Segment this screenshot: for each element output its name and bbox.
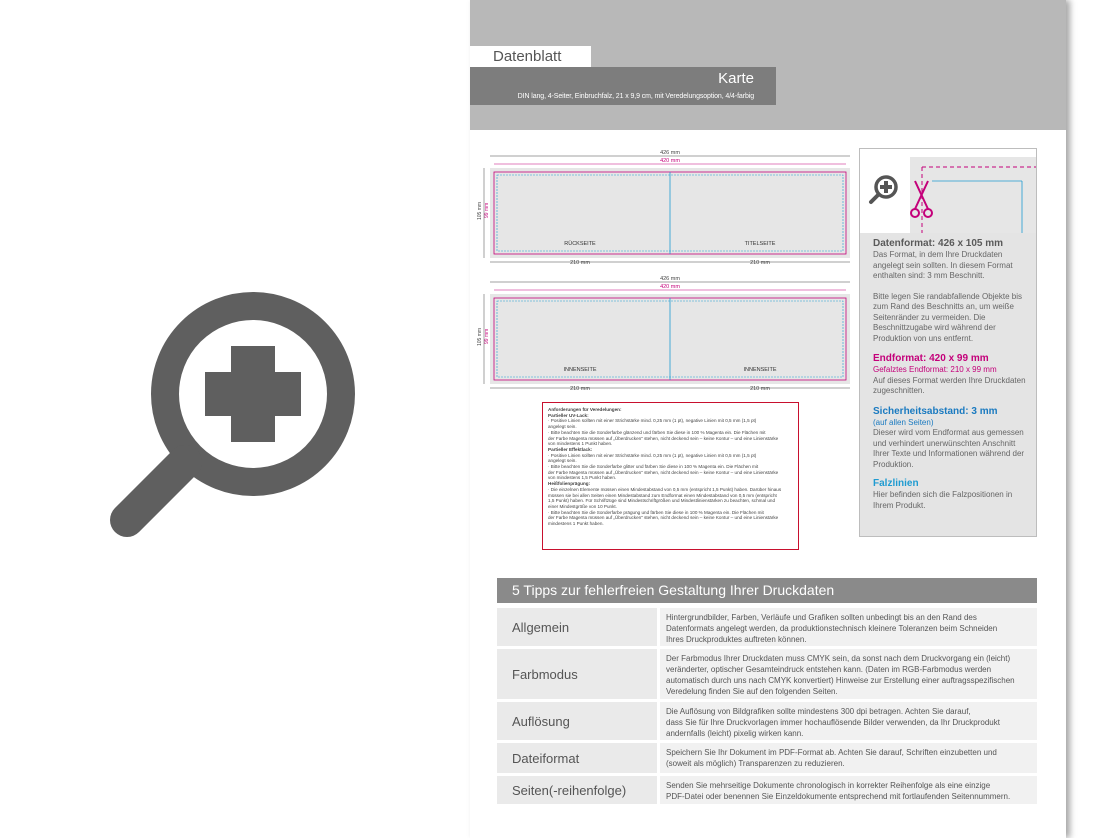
datenformat-text: Das Format, in dem Ihre Druckdaten angelegt sein sollten. In diesem Format enthalten sind: 3 mm Beschnitt.	[873, 250, 1013, 280]
tip-row	[497, 776, 1037, 804]
dim-inner-width: 420 mm	[660, 284, 680, 290]
format-info-panel	[859, 148, 1037, 537]
tip-text-line: veränderter, optischer Gesamteindruck entstehen kann. (Daten im RGB-Farbmodus werden	[666, 665, 992, 674]
tip-text-line: andernfalls (leicht) pixelig wirken kann.	[666, 729, 804, 738]
tip-text	[660, 702, 1037, 740]
tip-text-line: Ihres Druckproduktes auftreten können.	[666, 635, 807, 644]
tip-row	[497, 608, 1037, 646]
requirement-line: Partieller Effektlack:	[548, 446, 593, 452]
preview-bleed	[910, 157, 1036, 233]
requirement-line: 1,5 Punkt) haben. Für Schriftzüge sind Mindestschriftgrößen und Mindestlinienstärken zu beachten, schmal und	[548, 498, 776, 504]
datasheet-tab: Datenblatt	[470, 46, 591, 67]
panel-label: TITELSEITE	[744, 241, 776, 247]
dim-half-width: 210 mm	[570, 260, 590, 266]
dim-outer-width: 426 mm	[660, 150, 680, 156]
dim-inner-height: 99 mm	[484, 202, 490, 218]
requirement-line: der Farbe Magenta müssen auf „Überdrucken" stehen, nicht deckend sein – keine Kontur – und eine Linienstärke	[548, 469, 779, 475]
panel-label: INNENSEITE	[563, 367, 597, 373]
requirement-line: von mindestens 1 Punkt haben.	[548, 441, 613, 447]
tip-text-line: Hintergrundbilder, Farben, Verläufe und Grafiken sollten unbedingt bis an den Rand des	[666, 613, 977, 622]
corner-preview	[860, 149, 1036, 233]
tip-label: Auflösung	[497, 702, 657, 740]
datenformat-title: Datenformat: 426 x 105 mm	[873, 238, 1004, 249]
zoom-in-icon[interactable]	[105, 292, 355, 544]
dim-half-width: 210 mm	[750, 260, 770, 266]
dim-half-width: 210 mm	[570, 386, 590, 392]
requirement-line: mindestens 1 Punkt haben.	[548, 521, 604, 527]
tip-row	[497, 743, 1037, 773]
requirement-line: müssen sie bei allen Seiten einen Mindestabstand zum Endformat einen Mindestabstand von 0,5 mm (entspricht	[548, 492, 777, 498]
dim-outer-width: 426 mm	[660, 276, 680, 282]
endformat-title: Endformat: 420 x 99 mm	[873, 353, 989, 364]
safety-text: Dieser wird vom Endformat aus gemessen und verhindert unerwünschten Anschnitt Ihrer Texte und Informationen während der Produktion.	[873, 428, 1025, 469]
dim-half-width: 210 mm	[750, 386, 770, 392]
endformat-text: Auf dieses Format werden Ihre Druckdaten zugeschnitten.	[873, 375, 1026, 395]
tip-text-line: Der Farbmodus Ihrer Druckdaten muss CMYK sein, da sonst nach dem Druckvorgang ein (leicht)	[666, 654, 1011, 663]
requirement-line: Heißfolienprägung:	[548, 481, 591, 487]
dim-outer-height: 105 mm	[477, 327, 483, 346]
requirement-line: von mindestens 1,5 Punkt haben.	[548, 475, 617, 481]
finishing-requirements-box	[542, 402, 799, 550]
tip-text	[660, 608, 1037, 646]
tip-text	[660, 743, 1037, 773]
tip-text-line: automatisch durch uns nach CMYK konvertiert) Hinweise zur Erstellung einer auftragsspezifischen	[666, 676, 1015, 685]
requirement-line: Anforderungen für Veredelungen:	[548, 407, 622, 412]
datasheet-page	[470, 0, 1066, 838]
dim-inner-height: 99 mm	[484, 328, 490, 344]
endformat-subtitle: Gefalztes Endformat: 210 x 99 mm	[873, 365, 997, 374]
requirement-line: Partieller UV-Lack:	[548, 412, 589, 418]
tip-label: Allgemein	[497, 608, 657, 646]
tip-text-line: (soweit als möglich) Transparenzen zu reduzieren.	[666, 759, 845, 768]
tip-row	[497, 702, 1037, 740]
tips-heading: 5 Tipps zur fehlerfreien Gestaltung Ihrer Druckdaten	[497, 578, 1037, 603]
requirement-line: · Bitte beachten Sie die Sonderfarbe prägung und färben Sie diese in 100 % Magenta ein. Die Flächen mit	[548, 509, 764, 515]
tip-text	[660, 776, 1037, 804]
product-title: Karte	[718, 70, 754, 87]
tip-text-line: Die Auflösung von Bildgrafiken sollte mindestens 300 dpi betragen. Achten Sie darauf,	[666, 707, 971, 716]
front-spread	[477, 150, 850, 266]
requirement-line: · Die einzelnen Elemente müssen einen Mindestabstand von 0,5 mm (entspricht 1,5 Punkt) haben. Darüber hinaus	[548, 486, 782, 492]
back-spread	[477, 276, 850, 392]
tip-text-line: PDF-Datei oder benennen Sie Einzeldokumente entsprechend mit fortlaufenden Seitennummern.	[666, 792, 1011, 801]
tip-text-line: Speichern Sie Ihr Dokument im PDF-Format ab. Achten Sie darauf, Schriften einzubetten und	[666, 748, 997, 757]
dim-inner-width: 420 mm	[660, 158, 680, 164]
requirement-line: der Farbe Magenta müssen auf „Überdrucken" stehen, nicht deckend sein – keine Kontur – und eine Linienstärke	[548, 435, 779, 441]
requirement-line: angelegt sein.	[548, 424, 577, 430]
safety-subtitle: (auf allen Seiten)	[873, 417, 934, 427]
tip-text-line: dass Sie für Ihre Druckvorlagen immer hochauflösende Bilder verwenden, da Ihr Druckprodukt	[666, 718, 1000, 727]
tip-text-line: Veredelung finden Sie auf den folgenden Seiten.	[666, 687, 838, 696]
requirement-line: · Bitte beachten Sie die Sonderfarbe glänzend und färben Sie diese in 100 % Magenta ein. Die Flächen mit	[548, 429, 766, 435]
tip-text	[660, 649, 1037, 699]
tips-table	[497, 608, 1037, 807]
requirement-line: · Positive Linien sollten mit einer Strichstärke mind. 0,25 mm (1 pt), negative Linien mit 0,5 mm (1,5 pt)	[548, 452, 757, 458]
datenformat-note: Bitte legen Sie randabfallende Objekte bis zum Rand des Beschnitts an, um weiße Seitenränder zu vermeiden. Die Beschnittzugabe wird während der Produktion von uns entfernt.	[873, 291, 1022, 343]
safety-title: Sicherheitsabstand: 3 mm	[873, 405, 998, 417]
tip-label: Seiten(-reihenfolge)	[497, 776, 657, 804]
fold-text: Hier befinden sich die Falzpositionen in Ihrem Produkt.	[873, 490, 1013, 510]
panel-label: RÜCKSEITE	[564, 241, 596, 247]
tip-text-line: Datenformats angelegt werden, da produktionstechnisch kleinere Toleranzen beim Schneiden	[666, 624, 998, 633]
requirement-line: · Positive Linien sollten mit einer Strichstärke mind. 0,25 mm (1 pt), negative Linien mit 0,5 mm (1,5 pt)	[548, 418, 757, 424]
tip-row	[497, 649, 1037, 699]
zoom-in-icon	[871, 177, 896, 202]
dim-outer-height: 105 mm	[477, 201, 483, 220]
product-subtitle: DIN lang, 4-Seiter, Einbruchfalz, 21 x 9,9 cm, mit Veredelungsoption, 4/4-farbig	[517, 93, 754, 100]
layout-diagram	[470, 140, 860, 400]
fold-title: Falzlinien	[873, 478, 919, 489]
requirement-line: angelegt sein.	[548, 458, 577, 464]
tip-label: Farbmodus	[497, 649, 657, 699]
panel-label: INNENSEITE	[743, 367, 777, 373]
tip-label: Dateiformat	[497, 743, 657, 773]
requirement-line: einer Mindestgröße von 10 Punkt.	[548, 503, 617, 509]
product-bar	[470, 67, 776, 105]
requirement-line: der Farbe Magenta müssen auf „Überdrucken" stehen, nicht deckend sein – keine Kontur – und eine Linienstärke	[548, 515, 779, 521]
requirement-line: · Bitte beachten Sie die Sonderfarbe glitter und färben Sie diese in 100 % Magenta ein. Die Flächen mit	[548, 464, 759, 470]
tip-text-line: Senden Sie mehrseitige Dokumente chronologisch in korrekter Reihenfolge als eine einzige	[666, 781, 991, 790]
